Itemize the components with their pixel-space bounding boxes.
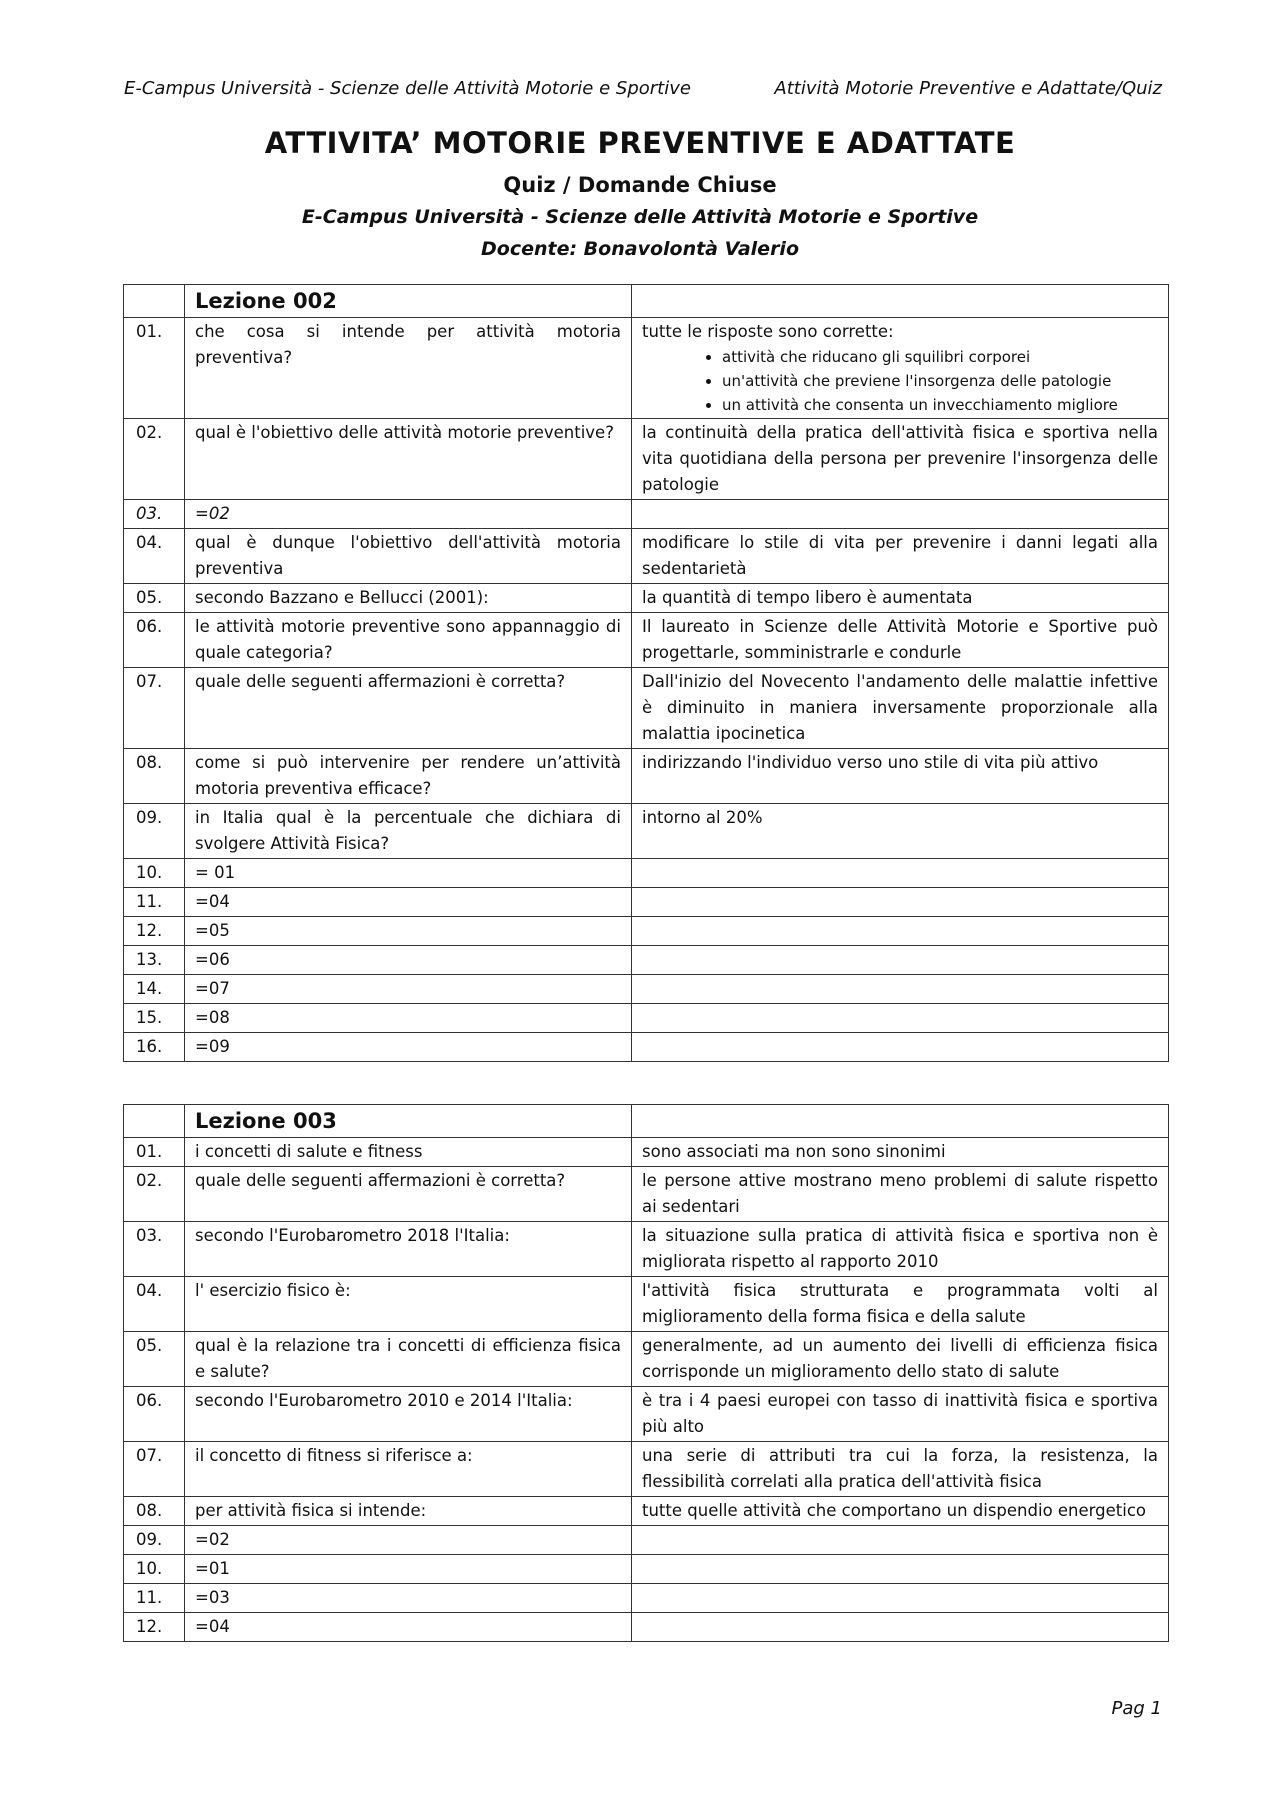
answer-text [632, 1584, 1169, 1613]
table-row [124, 1033, 1169, 1062]
document-title: ATTIVITA’ MOTORIE PREVENTIVE E ADATTATE [264, 126, 1016, 160]
answer-text [632, 888, 1169, 917]
answer-text: la situazione sulla pratica di attività fisica e sportiva non è migliorata rispetto al rapporto 2010 [632, 1222, 1169, 1277]
table-row [124, 1167, 1169, 1222]
question-number: 13. [124, 946, 185, 975]
table-row [124, 529, 1169, 584]
table-row [124, 318, 1169, 419]
document-subtitle: Quiz / Domande Chiuse [503, 173, 777, 197]
answer-intro: tutte le risposte sono corrette: [642, 322, 894, 341]
question-text: =07 [185, 975, 632, 1004]
answer-text [632, 318, 1169, 419]
answer-text [632, 1555, 1169, 1584]
question-text: qual è la relazione tra i concetti di efficienza fisica e salute? [185, 1332, 632, 1387]
question-number: 07. [124, 668, 185, 749]
answer-text: intorno al 20% [632, 804, 1169, 859]
table-row [124, 1442, 1169, 1497]
question-number: 08. [124, 749, 185, 804]
question-text: qual è l'obiettivo delle attività motorie preventive? [185, 419, 632, 500]
question-number: 16. [124, 1033, 185, 1062]
page-number: Pag 1 [1111, 1698, 1162, 1719]
question-number: 15. [124, 1004, 185, 1033]
table-row [124, 749, 1169, 804]
question-text: =09 [185, 1033, 632, 1062]
question-number: 11. [124, 888, 185, 917]
table-row [124, 668, 1169, 749]
institution-line: E-Campus Università - Scienze delle Attività Motorie e Sportive [301, 206, 979, 228]
answer-text: tutte quelle attività che comportano un dispendio energetico [632, 1497, 1169, 1526]
header-cell-empty [124, 285, 185, 318]
answer-text [632, 1004, 1169, 1033]
question-text: le attività motorie preventive sono appannaggio di quale categoria? [185, 613, 632, 668]
question-number: 01. [124, 1138, 185, 1167]
question-number: 01. [124, 318, 185, 419]
table-row [124, 419, 1169, 500]
question-text: =03 [185, 1584, 632, 1613]
header-right: Attività Motorie Preventive e Adattate/Quiz [774, 78, 1162, 99]
question-number: 05. [124, 1332, 185, 1387]
lesson-003-heading: Lezione 003 [185, 1105, 632, 1138]
question-text: i concetti di salute e fitness [185, 1138, 632, 1167]
question-text: =04 [185, 888, 632, 917]
table-row [124, 584, 1169, 613]
answer-text [632, 859, 1169, 888]
table-row [124, 613, 1169, 668]
question-text: quale delle seguenti affermazioni è corretta? [185, 668, 632, 749]
question-number: 10. [124, 859, 185, 888]
header-left: E-Campus Università - Scienze delle Attività Motorie e Sportive [124, 78, 691, 99]
table-row [124, 888, 1169, 917]
table-row [124, 1332, 1169, 1387]
answer-list-item: • un'attività che previene l'insorgenza delle patologie [722, 369, 1158, 393]
table-row [124, 1004, 1169, 1033]
answer-text: Dall'inizio del Novecento l'andamento delle malattie infettive è diminuito in maniera inversamente proporzionale alla malattia ipocinetica [632, 668, 1169, 749]
lesson-002-heading: Lezione 002 [185, 285, 632, 318]
question-number: 02. [124, 1167, 185, 1222]
question-number: 12. [124, 917, 185, 946]
question-text: come si può intervenire per rendere un’attività motoria preventiva efficace? [185, 749, 632, 804]
table-row [124, 1138, 1169, 1167]
answer-list-item: • un attività che consenta un invecchiamento migliore [722, 393, 1158, 417]
answer-text: modificare lo stile di vita per prevenire i danni legati alla sedentarietà [632, 529, 1169, 584]
question-text: l' esercizio fisico è: [185, 1277, 632, 1332]
answer-list-item: • attività che riducano gli squilibri corporei [722, 345, 1158, 369]
table-row [124, 1387, 1169, 1442]
question-number: 14. [124, 975, 185, 1004]
header-cell-empty [124, 1105, 185, 1138]
table-row [124, 917, 1169, 946]
question-text: secondo l'Eurobarometro 2010 e 2014 l'Italia: [185, 1387, 632, 1442]
question-text: =06 [185, 946, 632, 975]
question-number: 06. [124, 613, 185, 668]
question-text: =02 [185, 1526, 632, 1555]
question-number: 09. [124, 1526, 185, 1555]
question-number: 10. [124, 1555, 185, 1584]
table-row [124, 1555, 1169, 1584]
lesson-002-header-row [124, 285, 1169, 318]
answer-text [632, 946, 1169, 975]
table-row [124, 1222, 1169, 1277]
table-row [124, 1613, 1169, 1642]
question-number: 04. [124, 1277, 185, 1332]
question-text: qual è dunque l'obiettivo dell'attività motoria preventiva [185, 529, 632, 584]
question-number: 04. [124, 529, 185, 584]
running-header [124, 78, 1162, 99]
answer-list [642, 345, 1158, 417]
lesson-003-header-row [124, 1105, 1169, 1138]
question-number: 08. [124, 1497, 185, 1526]
question-number: 12. [124, 1613, 185, 1642]
question-text: =02 [185, 500, 632, 529]
lesson-002-table [123, 284, 1169, 1062]
lesson-003-table [123, 1104, 1169, 1642]
question-number: 09. [124, 804, 185, 859]
question-text: secondo Bazzano e Bellucci (2001): [185, 584, 632, 613]
table-row [124, 946, 1169, 975]
answer-text: la quantità di tempo libero è aumentata [632, 584, 1169, 613]
answer-text: Il laureato in Scienze delle Attività Motorie e Sportive può progettarle, somministrarle e condurle [632, 613, 1169, 668]
question-number: 03. [124, 500, 185, 529]
answer-text: l'attività fisica strutturata e programmata volti al miglioramento della forma fisica e della salute [632, 1277, 1169, 1332]
table-row [124, 1584, 1169, 1613]
header-cell-empty [632, 1105, 1169, 1138]
question-text: per attività fisica si intende: [185, 1497, 632, 1526]
question-number: 02. [124, 419, 185, 500]
answer-text: indirizzando l'individuo verso uno stile di vita più attivo [632, 749, 1169, 804]
answer-text [632, 1526, 1169, 1555]
answer-text: generalmente, ad un aumento dei livelli di efficienza fisica corrisponde un miglioramento dello stato di salute [632, 1332, 1169, 1387]
question-text: quale delle seguenti affermazioni è corretta? [185, 1167, 632, 1222]
question-text: in Italia qual è la percentuale che dichiara di svolgere Attività Fisica? [185, 804, 632, 859]
table-row [124, 975, 1169, 1004]
answer-text [632, 917, 1169, 946]
question-number: 03. [124, 1222, 185, 1277]
table-row [124, 859, 1169, 888]
teacher-line: Docente: Bonavolontà Valerio [481, 238, 799, 260]
question-number: 05. [124, 584, 185, 613]
question-text: =01 [185, 1555, 632, 1584]
table-row [124, 1277, 1169, 1332]
question-text: che cosa si intende per attività motoria preventiva? [185, 318, 632, 419]
answer-text [632, 975, 1169, 1004]
table-row [124, 1526, 1169, 1555]
answer-text [632, 1613, 1169, 1642]
answer-text: la continuità della pratica dell'attività fisica e sportiva nella vita quotidiana della persona per prevenire l'insorgenza delle patologie [632, 419, 1169, 500]
answer-text: le persone attive mostrano meno problemi di salute rispetto ai sedentari [632, 1167, 1169, 1222]
table-row [124, 1497, 1169, 1526]
answer-text: è tra i 4 paesi europei con tasso di inattività fisica e sportiva più alto [632, 1387, 1169, 1442]
question-text: il concetto di fitness si riferisce a: [185, 1442, 632, 1497]
question-number: 06. [124, 1387, 185, 1442]
question-number: 11. [124, 1584, 185, 1613]
question-text: = 01 [185, 859, 632, 888]
title-block [0, 126, 1280, 262]
header-cell-empty [632, 285, 1169, 318]
answer-text: sono associati ma non sono sinonimi [632, 1138, 1169, 1167]
question-text: secondo l'Eurobarometro 2018 l'Italia: [185, 1222, 632, 1277]
table-row [124, 500, 1169, 529]
question-text: =08 [185, 1004, 632, 1033]
answer-text [632, 1033, 1169, 1062]
answer-text: una serie di attributi tra cui la forza, la resistenza, la flessibilità correlati alla pratica dell'attività fisica [632, 1442, 1169, 1497]
question-number: 07. [124, 1442, 185, 1497]
answer-text [632, 500, 1169, 529]
question-text: =05 [185, 917, 632, 946]
table-row [124, 804, 1169, 859]
question-text: =04 [185, 1613, 632, 1642]
